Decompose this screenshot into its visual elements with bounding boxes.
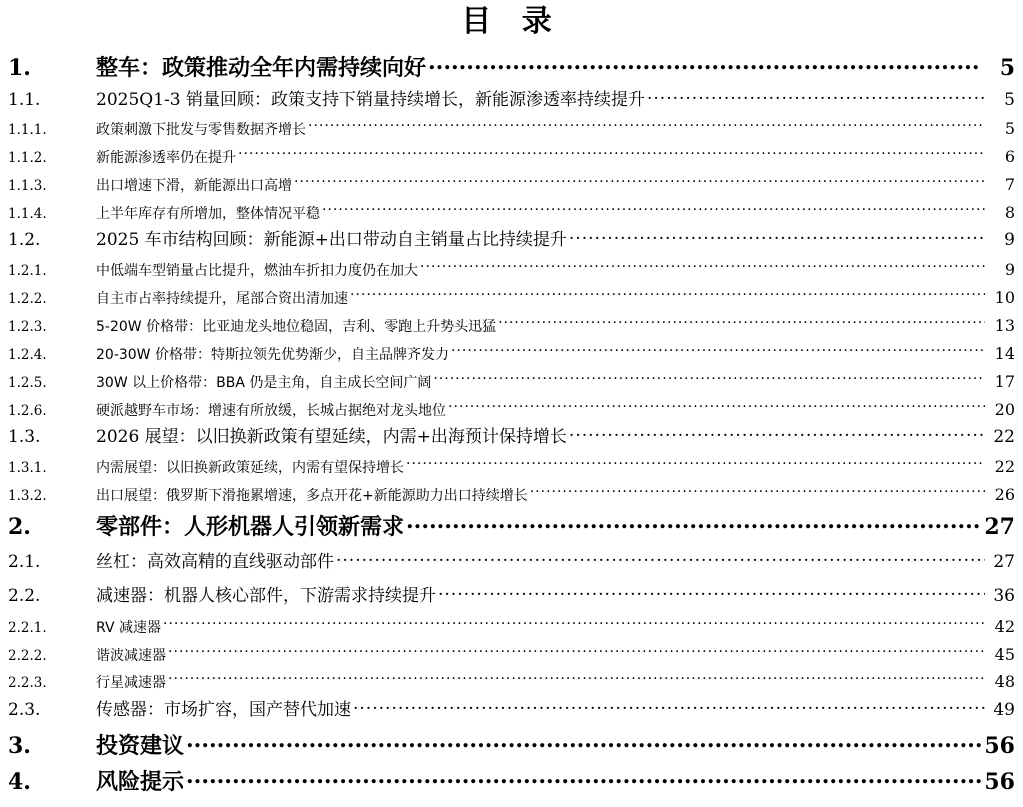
toc-entry-text: 出口增速下滑，新能源出口高增 [96, 178, 292, 194]
toc-entry-page: 8 [1004, 203, 1015, 222]
toc-entry-number: 1.3.1. [8, 460, 47, 476]
toc-entry-number: 2.3. [8, 700, 41, 720]
dot-leader [438, 584, 985, 601]
toc-entry-number: 1.1.2. [8, 150, 47, 166]
toc-entry-number: 1.1.3. [8, 178, 47, 194]
toc-entry[interactable] [0, 143, 1023, 170]
toc-title: 目 录 [461, 4, 562, 39]
toc-entry[interactable] [0, 340, 1023, 367]
toc-entry-text: 政策刺激下批发与零售数据齐增长 [96, 122, 306, 138]
toc-entry-page: 48 [994, 672, 1015, 691]
toc-entry-page: 14 [994, 344, 1015, 363]
toc-entry-page: 9 [1004, 260, 1015, 279]
toc-entry[interactable] [0, 256, 1023, 283]
toc-entry-text: 投资建议 [96, 733, 185, 759]
dot-leader [350, 289, 985, 303]
toc-entry-page: 22 [994, 457, 1015, 476]
toc-entry-page: 7 [1004, 175, 1015, 194]
toc-entry-page: 45 [994, 645, 1015, 664]
toc-entry-page: 22 [993, 427, 1015, 447]
toc-entry[interactable] [0, 668, 1023, 695]
toc-entry-page: 10 [994, 288, 1015, 307]
toc-entry-number: 1.3.2. [8, 488, 47, 504]
toc-entry-page: 13 [994, 316, 1015, 335]
toc-entry-page: 20 [994, 400, 1015, 419]
toc-entry-text: 出口展望：俄罗斯下滑拖累增速，多点开花+新能源助力出口持续增长 [96, 488, 528, 504]
toc-entry-page: 49 [993, 700, 1015, 720]
toc-entry-number: 1. [8, 55, 31, 81]
dot-leader [168, 673, 985, 687]
toc-entry[interactable] [0, 641, 1023, 668]
toc-entry-text: 中低端车型销量占比提升，燃油车折扣力度仍在加大 [96, 263, 418, 279]
toc-entry-text: 新能源渗透率仍在提升 [96, 150, 236, 166]
toc-entry-page: 27 [984, 514, 1015, 540]
toc-entry-number: 2. [8, 514, 31, 540]
toc-entry-number: 2.2.1. [8, 620, 47, 636]
dot-leader [168, 646, 985, 660]
toc-entry[interactable] [0, 284, 1023, 311]
toc-entry-number: 2.2.2. [8, 648, 47, 664]
toc-entry-page: 26 [994, 485, 1015, 504]
dot-leader [647, 88, 985, 105]
toc-entry-number: 1.1.1. [8, 122, 47, 138]
toc-entry-number: 1.1. [8, 90, 41, 110]
dot-leader [336, 550, 985, 567]
dot-leader [294, 176, 985, 190]
dot-leader [308, 120, 985, 134]
toc-entry[interactable] [0, 199, 1023, 226]
toc-entry-page: 27 [993, 552, 1015, 572]
toc-entry-text: 丝杠：高效高精的直线驱动部件 [96, 552, 334, 572]
dot-leader [428, 53, 981, 75]
dot-leader [186, 767, 981, 789]
toc-entry[interactable] [0, 511, 1023, 543]
toc-entry-text: 整车：政策推动全年内需持续向好 [96, 55, 427, 81]
toc-entry-text: 2025Q1-3 销量回顾：政策支持下销量持续增长，新能源渗透率持续提升 [96, 90, 645, 110]
dot-leader [353, 698, 985, 715]
toc-entry[interactable] [0, 583, 1023, 610]
toc-entry[interactable] [0, 396, 1023, 423]
toc-entry-text: 20-30W 价格带：特斯拉领先优势渐少，自主品牌齐发力 [96, 347, 449, 363]
dot-leader [238, 148, 985, 162]
dot-leader [569, 228, 985, 245]
toc-entry-page: 6 [1004, 147, 1015, 166]
toc-entry[interactable] [0, 697, 1023, 724]
toc-entry-page: 5 [1004, 90, 1015, 110]
toc-entry-number: 1.2.2. [8, 291, 47, 307]
toc-entry-text: 硬派越野车市场：增速有所放缓，长城占据绝对龙头地位 [96, 403, 446, 419]
toc-entry-number: 1.2.1. [8, 263, 47, 279]
toc-entry-text: 30W 以上价格带：BBA 仍是主角，自主成长空间广阔 [96, 375, 432, 391]
toc-entry[interactable] [0, 424, 1023, 451]
toc-entry[interactable] [0, 730, 1023, 762]
toc-entry-number: 1.2.6. [8, 403, 47, 419]
toc-entry-text: 零部件：人形机器人引领新需求 [96, 514, 405, 540]
dot-leader [420, 261, 985, 275]
dot-leader [433, 373, 985, 387]
toc-entry-number: 1.2.4. [8, 347, 47, 363]
toc-entry-text: 内需展望：以旧换新政策延续，内需有望保持增长 [96, 460, 404, 476]
toc-entry[interactable] [0, 52, 1023, 84]
dot-leader [406, 458, 985, 472]
toc-entry-number: 1.2.3. [8, 319, 47, 335]
toc-entry-text: 5-20W 价格带：比亚迪龙头地位稳固，吉利、零跑上升势头迅猛 [96, 319, 497, 335]
toc-entry-text: 减速器：机器人核心部件，下游需求持续提升 [96, 586, 436, 606]
toc-entry-number: 2.1. [8, 552, 41, 572]
toc-entry[interactable] [0, 481, 1023, 508]
toc-entry-text: 2026 展望：以旧换新政策有望延续，内需+出海预计保持增长 [96, 427, 567, 447]
toc-entry[interactable] [0, 312, 1023, 339]
dot-leader [451, 345, 985, 359]
toc-entry[interactable] [0, 115, 1023, 142]
dot-leader [186, 731, 981, 753]
toc-entry[interactable] [0, 453, 1023, 480]
toc-entry-text: 传感器：市场扩容，国产替代加速 [96, 700, 351, 720]
toc-entry[interactable] [0, 227, 1023, 254]
toc-entry[interactable] [0, 766, 1023, 798]
toc-entry[interactable] [0, 368, 1023, 395]
toc-entry-number: 1.1.4. [8, 206, 47, 222]
toc-entry-page: 9 [1004, 230, 1015, 250]
toc-entry-page: 42 [994, 617, 1015, 636]
toc-entry-page: 17 [994, 372, 1015, 391]
toc-entry[interactable] [0, 87, 1023, 114]
toc-entry-text: RV 减速器 [96, 620, 161, 636]
toc-entry-number: 1.2. [8, 230, 41, 250]
dot-leader [448, 401, 985, 415]
dot-leader [322, 204, 985, 218]
toc-entry[interactable] [0, 613, 1023, 640]
toc-entry-text: 2025 车市结构回顾：新能源+出口带动自主销量占比持续提升 [96, 230, 567, 250]
toc-entry-page: 5 [999, 55, 1015, 81]
toc-entry-text: 行星减速器 [96, 675, 166, 691]
toc-entry-page: 5 [1004, 119, 1015, 138]
toc-entry-number: 1.2.5. [8, 375, 47, 391]
dot-leader [530, 486, 985, 500]
toc-entry-number: 3. [8, 733, 31, 759]
toc-entry-number: 2.2.3. [8, 675, 47, 691]
toc-entry-number: 4. [8, 769, 31, 795]
toc-entry-text: 风险提示 [96, 769, 185, 795]
toc-entry-page: 36 [993, 586, 1015, 606]
toc-entry-page: 56 [984, 733, 1015, 759]
dot-leader [569, 425, 985, 442]
toc-entry-page: 56 [984, 769, 1015, 795]
dot-leader [406, 512, 981, 534]
toc-entry[interactable] [0, 549, 1023, 576]
toc-entry-number: 1.3. [8, 427, 41, 447]
toc-entry-number: 2.2. [8, 586, 41, 606]
dot-leader [498, 317, 985, 331]
toc-entry-text: 自主市占率持续提升，尾部合资出清加速 [96, 291, 348, 307]
toc-entry-text: 谐波减速器 [96, 648, 166, 664]
toc-entry[interactable] [0, 171, 1023, 198]
toc-entry-text: 上半年库存有所增加，整体情况平稳 [96, 206, 320, 222]
dot-leader [163, 618, 985, 632]
